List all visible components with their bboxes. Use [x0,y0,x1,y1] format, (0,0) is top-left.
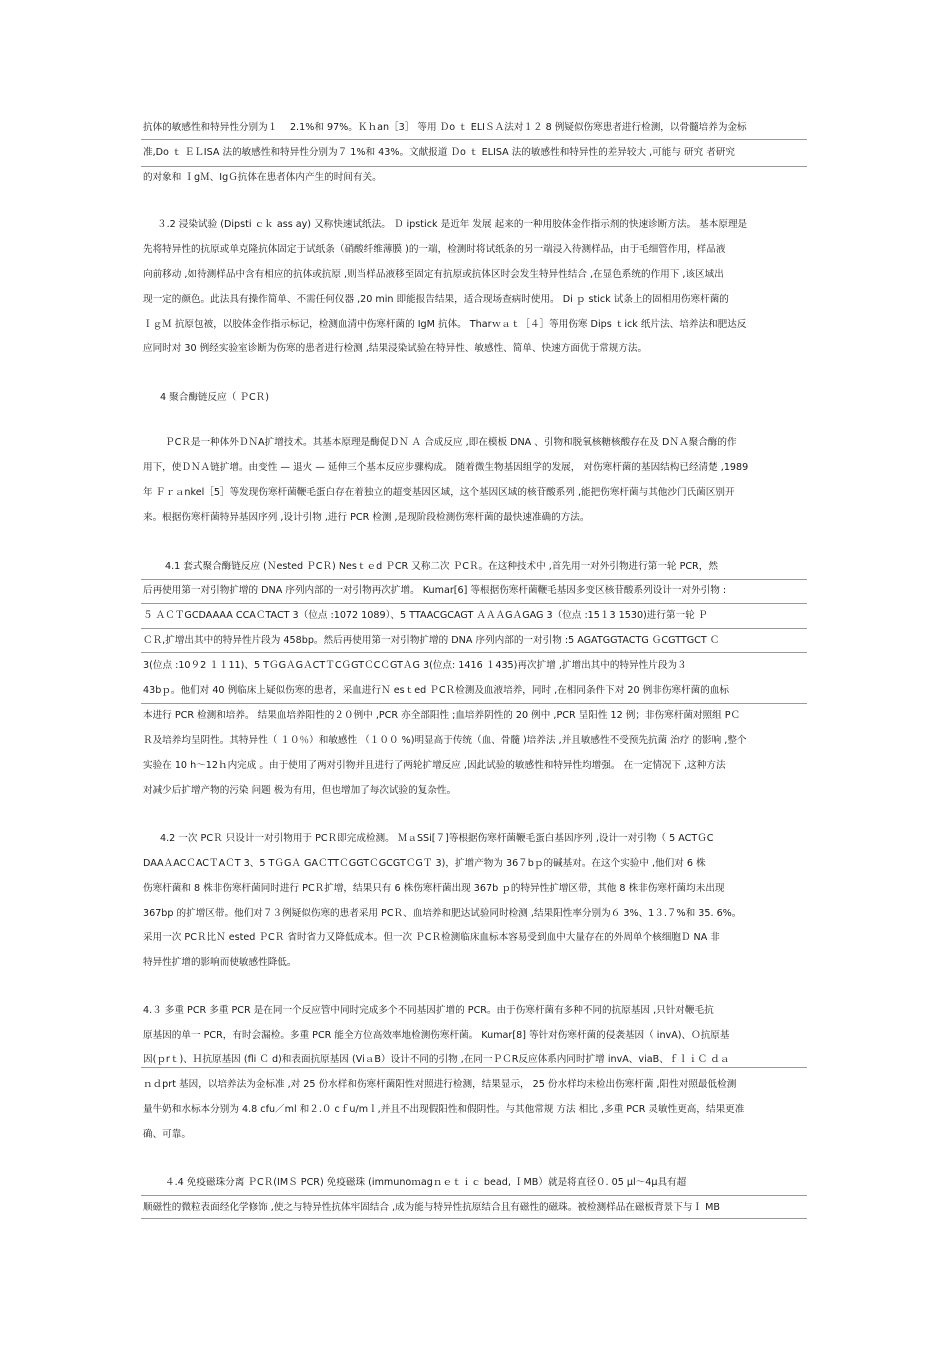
text-line: 后再使用第一对引物扩增的 DNA 序列内部的一对引物再次扩增。 Kumar[6] 等根据伤寒杆菌鞭毛基因多变区核苷酸系列设计一对外引物 : [143,585,727,596]
rule-line [141,139,807,140]
section-heading: ３.2 浸染试验 (Dipsti ｃｋ ass ay) 又称快速试纸法。 Ｄ ipstick 是近年 发展 起来的一种用胶体金作指示剂的快速诊断方法。 基本原理是 [157,219,748,230]
text-line: 先将特异性的抗原或单克隆抗体固定于试纸条（硝酸纤维薄膜 )的一端，检测时将试纸条的另一端浸入待测样品，由于毛细管作用，样品液 [143,244,726,255]
section-heading: 4.３ 多重 PCR 多重 PCR 是在同一个反应管中同时完成多个不同基因扩增的 PCR。由于伤寒杆菌有多种不同的抗原基因 ,只针对鞭毛抗 [143,1005,714,1016]
text-line: 用下，使ＤＮＡ链扩增。由变性 — 退火 — 延伸三个基本反应步骤构成。 随着微生物基因组学的发展， 对伤寒杆菌的基因结构已经清楚 ,1989 [143,462,749,473]
text-line: 367bp 的扩增区带。他们对７３例疑似伤寒的患者采用 PCＲ、血培养和肥达试验同时检测 ,结果阳性率分别为６ 3%、1３.７%和 35. 6%。 [143,908,742,919]
text-line: 本进行 PCR 检测和培养。 结果血培养阳性的２０例中 ,PCR 亦全部阳性 ;血培养阴性的 20 例中 ,PCR 呈阳性 12 例；非伤寒杆菌对照组 PＣ [143,710,741,721]
text-line: ＰCＲ是一种体外ＤＮA扩增技术。其基本原理是酶促ＤＮ Ａ 合成反应 ,即在模板 DNA 、引物和脱氧核糖核酸存在及 DＮＡ聚合酶的作 [165,437,737,448]
rule-line [141,628,807,629]
text-line: 抗体的敏感性和特异性分别为１ 2.1%和 97%。Ｋｈan［3］ 等用 Ｄo ｔ ELIＳＡ法对１２ 8 例疑似伤寒患者进行检测，以骨髓培养为金标 [143,122,747,133]
section-heading: 4.2 一次 PCＲ 只设计一对引物用于 PCＲ即完成检测。 ＭａSSi[７]等根据伤寒杆菌鞭毛蛋白基因序列 ,设计一对引物（ 5 ACTＧC [160,833,714,844]
text-line: 原基因的单一 PCR，有时会漏检。多重 PCR 能全方位高效率地检测伤寒杆菌。 Kumar[8] 等针对伤寒杆菌的侵袭基因（ invA)、Ｏ抗原基 [143,1030,730,1041]
text-line: 确、可靠。 [143,1129,191,1140]
text-line: 顺磁性的微粒表面经化学修饰 ,使之与特异性抗体牢固结合 ,成为能与特异性抗原结合且有磁性的磁珠。被检测样品在磁板背景下与Ｉ MB [143,1202,720,1213]
text-line: 43bｐ。他们对 40 例临床上疑似伤寒的患者，采血进行Ｎ esｔed ＰCＲ检测及血液培养，同时 ,在相同条件下对 20 例非伤寒杆菌的血标 [143,685,729,696]
rule-line [141,1218,807,1219]
text-line: ５ ＡＣＴGCDAAAA CCAＣTACT 3（位点 :1072 1089）、5 TTAACGCAGT ＡＡＡGＡGAG 3（位点 :15１3 1530)进行第一轮 Ｐ [143,610,708,621]
text-line: 因(ｐrｔ)、Ｈ抗原基因 (fli Ｃ d)和表面抗原基因 (ViａB）设计不同的引物 ,在同一ＰＣR反应体系内同时扩增 invA、viaB、ｆｌｉＣ ｄａ [143,1054,730,1065]
section-heading: ４.4 免疫磁珠分离 ＰCＲ(IMＳ PCR) 免疫磁珠 (immunoｍagｎｅｔｉｃ bead, ＩMB）就是将直径０. 05 μl～4μ具有超 [165,1177,687,1188]
text-line: ｎｄprt 基因，以培养法为金标准 ,对 25 份水样和伤寒杆菌阳性对照进行检测，结果显示， 25 份水样均未检出伤寒杆菌 ,阳性对照最低检测 [143,1079,737,1090]
rule-line [141,703,807,704]
rule-line [141,166,807,167]
text-line: 现一定的颜色。此法具有操作简单、不需任何仪器 ,20 min 即能报告结果，适合现场查病时使用。 Di ｐ stick 试条上的固相用伤寒杆菌的 [143,294,729,305]
rule-line [141,1195,807,1196]
text-line: 伤寒杆菌和 8 株非伤寒杆菌同时进行 PCＲ扩增，结果只有 6 株伤寒杆菌出现 367b ｐ的特异性扩增区带，其他 8 株非伤寒杆菌均未出现 [143,883,725,894]
text-line: 3(位点 :10９2 １１11)、5 TＧGＡGＡCTＴCＧGTＣCＣGTＡG 3(位点: 1416 １435)再次扩增 ,扩增出其中的特异性片段为３ [143,660,687,671]
text-line: 采用一次 PCＲ比Ｎ ested ＰCＲ 省时省力又降低成本。但一次 ＰCＲ检测临床血标本容易受到血中大量存在的外周单个核细胞Ｄ NA 非 [143,932,720,943]
text-line: 量牛奶和水标本分别为 4.8 cfu／ml 和２.０ cｆu/mｌ,并且不出现假阳性和假阴性。与其他常规 方法 相比 ,多重 PCR 灵敏性更高，结果更准 [143,1104,745,1115]
text-line: ＣＲ,扩增出其中的特异性片段为 458bp。然后再使用第一对引物扩增的 DNA 序列内部的一对引物 :5 AGATGGTACTG ＧCGTTGCT Ｃ [143,635,720,646]
rule-line [141,579,807,580]
text-line: 特异性扩增的影响而使敏感性降低。 [143,957,297,968]
text-line: 向前移动 ,如待测样品中含有相应的抗体或抗原 ,则当样品液移至固定有抗原或抗体区时会发生特异性结合 ,在显色系统的作用下 ,该区域出 [143,269,724,280]
text-line: 对减少后扩增产物的污染 问题 极为有用，但也增加了每次试验的复杂性。 [143,785,457,796]
text-line: 准,Do ｔ ＥＬISA 法的敏感性和特异性分别为７ 1%和 43%。文献报道 Ｄo ｔ ELISA 法的敏感性和特异性的差异较大 ,可能与 研究 者研究 [143,147,735,158]
text-line: DAAＡACＣACＴAＣT 3、5 TＧGＡ GAＣTTＣGGTＣGCGTＣGＴ 3)，扩增产物为 36７bｐ的碱基对。在这个实验中 ,他们对 6 株 [143,858,706,869]
text-line: ＩｇＭ 抗原包被，以胶体金作指示标记，检测血清中伤寒杆菌的 IgM 抗体。 Tharｗａｔ［４］等用伤寒 Dips ｔick 纸片法、培养法和肥达反 [143,319,747,330]
section-heading: 4.1 套式聚合酶链反应 (Ｎested ＰCＲ) Nesｔｅd ＰCR 又称二次 ＰCＲ。在这种技术中 ,首先用一对外引物进行第一轮 PCR，然 [165,561,718,572]
text-line: 实验在 10 h～12ｈ内完成 。由于使用了两对引物并且进行了两轮扩增反应 ,因此试验的敏感性和特异性均增强。 在一定情况下 ,这种方法 [143,760,726,771]
text-line: Ｒ及培养均呈阴性。其特异性（ １０％）和敏感性 （１００ %)明显高于传统（血、骨髓 )培养法 ,并且敏感性不受预先抗菌 治疗 的影响 ,整个 [143,735,747,746]
rule-line [141,652,807,653]
text-line: 的对象和 ＩgＭ、IgＧ抗体在患者体内产生的时间有关。 [143,172,382,183]
text-line: 应同时对 30 例经实验室诊断为伤寒的患者进行检测 ,结果浸染试验在特异性、敏感性、简单、快速方面优于常规方法。 [143,343,648,354]
rule-line [141,1067,807,1068]
rule-line [141,603,807,604]
text-line: 年 Ｆｒａnkel［5］等发现伤寒杆菌鞭毛蛋白存在着独立的超变基因区域，这个基因区域的核苷酸系列 ,能把伤寒杆菌与其他沙门氏菌区别开 [143,487,735,498]
text-line: 来。根据伤寒杆菌特异基因序列 ,设计引物 ,进行 PCR 检测 ,是现阶段检测伤寒杆菌的最快速准确的方法。 [143,512,590,523]
section-heading: 4 聚合酶链反应（ ＰCＲ) [160,392,269,403]
